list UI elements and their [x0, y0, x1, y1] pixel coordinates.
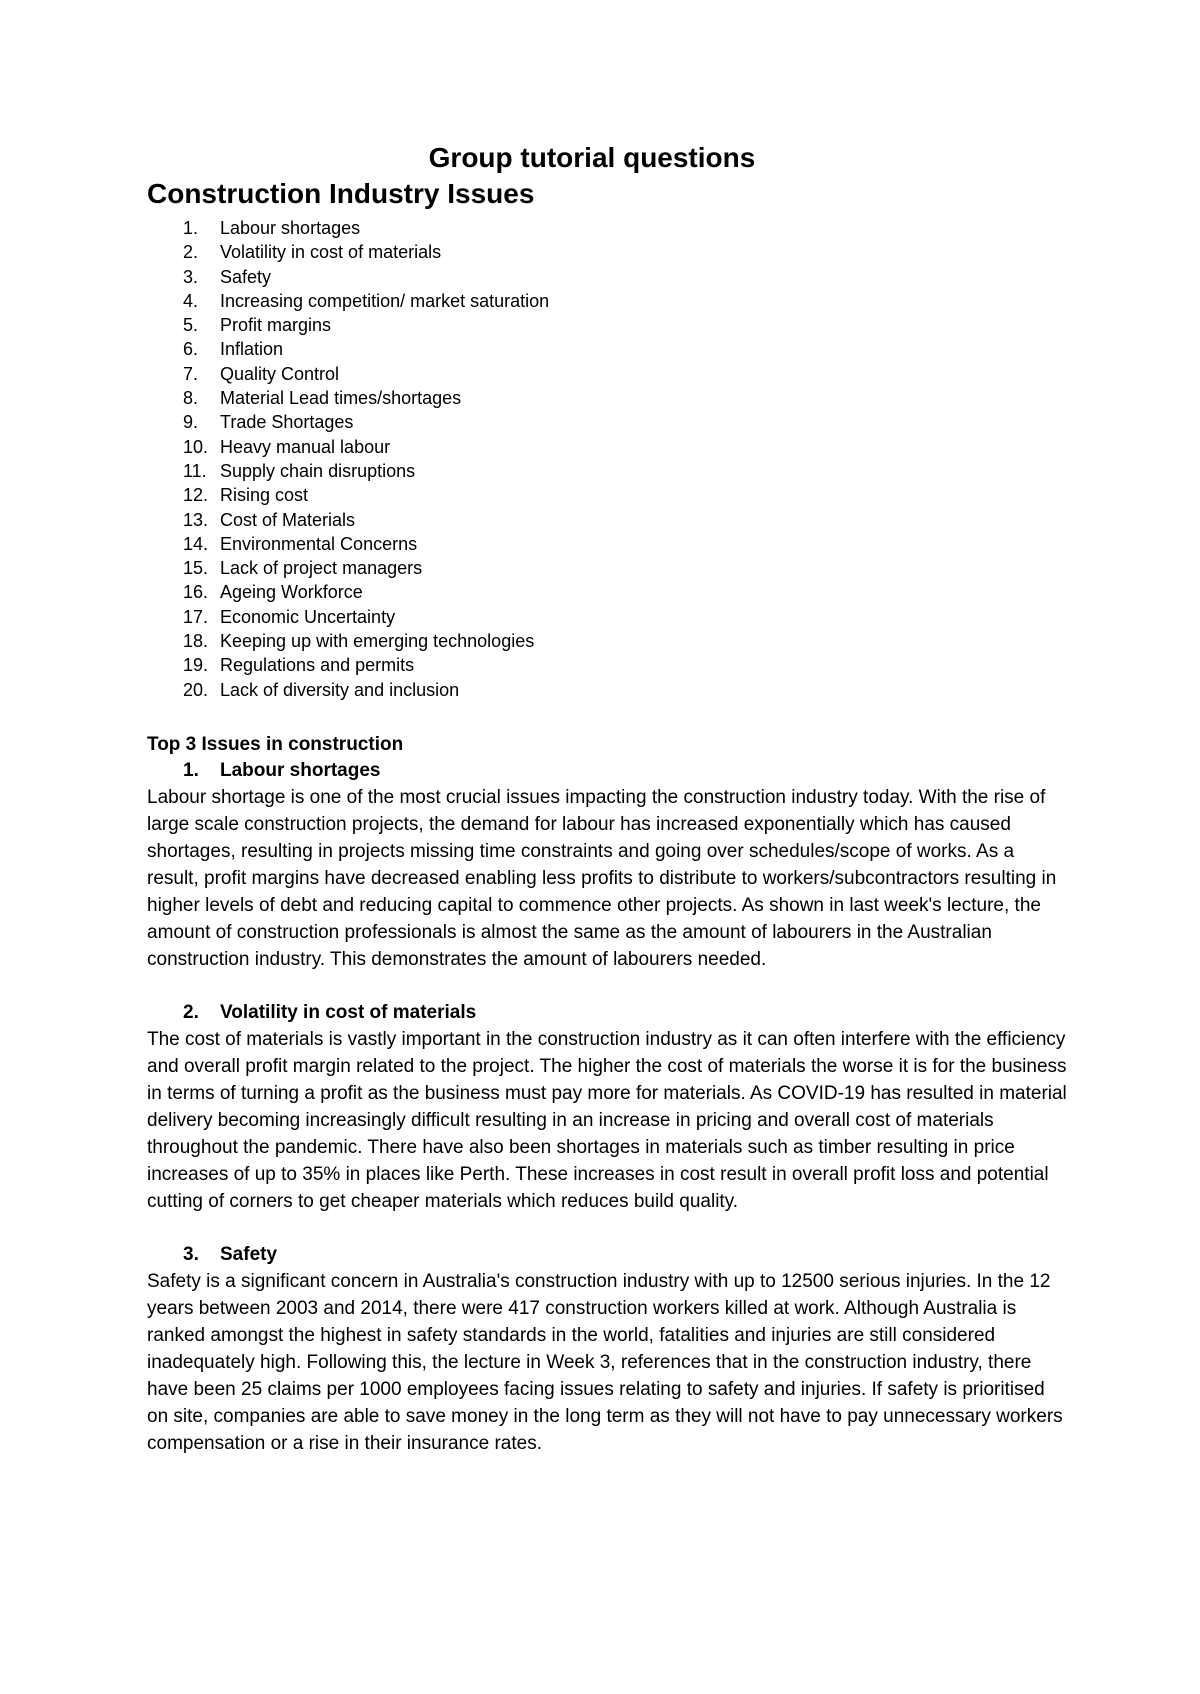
- list-item: [147, 532, 1067, 556]
- top-issue-body: Safety is a significant concern in Australia's construction industry with up to 12500 serious injuries. In the 12 years between 2003 and 2014, there were 417 construction workers killed at work. Although Australia is ranked amongst the highest in safety standards in the world, fatalities and injuries are still considered inadequately high. Following this, the lecture in Week 3, references that in the construction industry, there have been 25 claims per 1000 employees facing issues relating to safety and injuries. If safety is prioritised on site, companies are able to save money in the long term as they will not have to pay unnecessary workers compensation or a rise in their insurance rates.: [147, 1270, 1063, 1454]
- list-item-label: Trade Shortages: [220, 412, 354, 433]
- list-item: [147, 508, 1067, 532]
- document-page: [147, 140, 1067, 1457]
- list-item-label: Keeping up with emerging technologies: [220, 631, 535, 652]
- list-item-label: Lack of project managers: [220, 558, 423, 579]
- list-item: [147, 410, 1067, 434]
- list-item-number: 11.: [183, 460, 207, 481]
- top-issue-section: [147, 1242, 1067, 1457]
- top-issue-number: 2.: [183, 1001, 199, 1023]
- top-issue-body: The cost of materials is vastly important in the construction industry as it can often interfere with the efficiency and overall profit margin related to the project. The higher the cost of materials the worse it is for the business in terms of turning a profit as the business must pay more for materials. As COVID-19 has resulted in material delivery becoming increasingly difficult resulting in an increase in pricing and overall cost of materials throughout the pandemic. There have also been shortages in materials such as timber resulting in price increases of up to 35% in places like Perth. These increases in cost result in overall profit loss and potential cutting of corners to get cheaper materials which reduces build quality.: [147, 1028, 1067, 1212]
- list-item-number: 2.: [183, 242, 199, 263]
- list-item-number: 19.: [183, 655, 209, 676]
- list-item-label: Supply chain disruptions: [220, 460, 416, 481]
- list-item-number: 9.: [183, 412, 199, 433]
- list-item: [147, 289, 1067, 313]
- top-issue-section: [147, 758, 1067, 973]
- top-issue-heading: [147, 1242, 1067, 1268]
- list-item: [147, 362, 1067, 386]
- list-item: [147, 386, 1067, 410]
- list-item-number: 5.: [183, 315, 199, 336]
- list-item: [147, 435, 1067, 459]
- top-issue-section: [147, 1000, 1067, 1215]
- issues-list: [147, 216, 1067, 702]
- top-issue-heading: [147, 758, 1067, 784]
- document-title: Group tutorial questions: [428, 142, 756, 173]
- list-item-label: Ageing Workforce: [220, 582, 363, 603]
- list-item-label: Rising cost: [220, 485, 309, 506]
- list-item-label: Profit margins: [220, 315, 332, 336]
- list-item-number: 13.: [183, 509, 209, 530]
- list-item: [147, 629, 1067, 653]
- list-item-number: 18.: [183, 631, 209, 652]
- list-item-label: Increasing competition/ market saturation: [220, 290, 550, 311]
- list-item-label: Cost of Materials: [220, 509, 356, 530]
- list-item-label: Material Lead times/shortages: [220, 388, 462, 409]
- list-item-number: 15.: [183, 558, 209, 579]
- list-item: [147, 313, 1067, 337]
- top-issue-heading: [147, 1000, 1067, 1026]
- top-issue-title: Labour shortages: [220, 759, 381, 781]
- list-item-number: 6.: [183, 339, 199, 360]
- list-item-number: 10.: [183, 436, 209, 457]
- section-heading: Construction Industry Issues: [147, 178, 535, 209]
- list-item: [147, 265, 1067, 289]
- list-item: [147, 216, 1067, 240]
- list-item-number: 3.: [183, 266, 199, 287]
- list-item-number: 4.: [183, 290, 199, 311]
- list-item-label: Regulations and permits: [220, 655, 415, 676]
- list-item-number: 1.: [183, 218, 199, 238]
- list-item-number: 20.: [183, 679, 209, 700]
- top-issue-title: Volatility in cost of materials: [220, 1001, 477, 1023]
- list-item: [147, 459, 1067, 483]
- list-item-number: 7.: [183, 363, 199, 384]
- list-item-label: Environmental Concerns: [220, 533, 418, 554]
- list-item: [147, 556, 1067, 580]
- list-item-number: 12.: [183, 485, 209, 506]
- list-item: [147, 483, 1067, 507]
- list-item-label: Safety: [220, 266, 272, 287]
- list-item: [147, 337, 1067, 361]
- top-issue-title: Safety: [220, 1243, 278, 1265]
- top-issue-body: Labour shortage is one of the most crucial issues impacting the construction industry today. With the rise of large scale construction projects, the demand for labour has increased exponentially which has caused shortages, resulting in projects missing time constraints and going over schedules/scope of works. As a result, profit margins have decreased enabling less profits to distribute to workers/subcontractors resulting in higher levels of debt and reducing capital to commence other projects. As shown in last week's lecture, the amount of construction professionals is almost the same as the amount of labourers in the Australian construction industry. This demonstrates the amount of labourers needed.: [147, 786, 1057, 970]
- list-item-label: Economic Uncertainty: [220, 606, 396, 627]
- list-item: [147, 605, 1067, 629]
- list-item: [147, 240, 1067, 264]
- list-item: [147, 653, 1067, 677]
- list-item-number: 14.: [183, 533, 209, 554]
- list-item-label: Lack of diversity and inclusion: [220, 679, 460, 700]
- top-issue-number: 1.: [183, 759, 199, 781]
- list-item-label: Volatility in cost of materials: [220, 242, 442, 263]
- list-item-label: Heavy manual labour: [220, 436, 391, 457]
- list-item-label: Quality Control: [220, 363, 340, 384]
- list-item-label: Inflation: [220, 339, 284, 360]
- list-item-number: 16.: [183, 582, 209, 603]
- top3-heading: Top 3 Issues in construction: [147, 733, 404, 755]
- list-item-number: 8.: [183, 388, 199, 409]
- list-item: [147, 678, 1067, 702]
- list-item-number: 17.: [183, 606, 209, 627]
- list-item: [147, 580, 1067, 604]
- list-item-label: Labour shortages: [220, 218, 361, 238]
- top-issue-number: 3.: [183, 1243, 199, 1265]
